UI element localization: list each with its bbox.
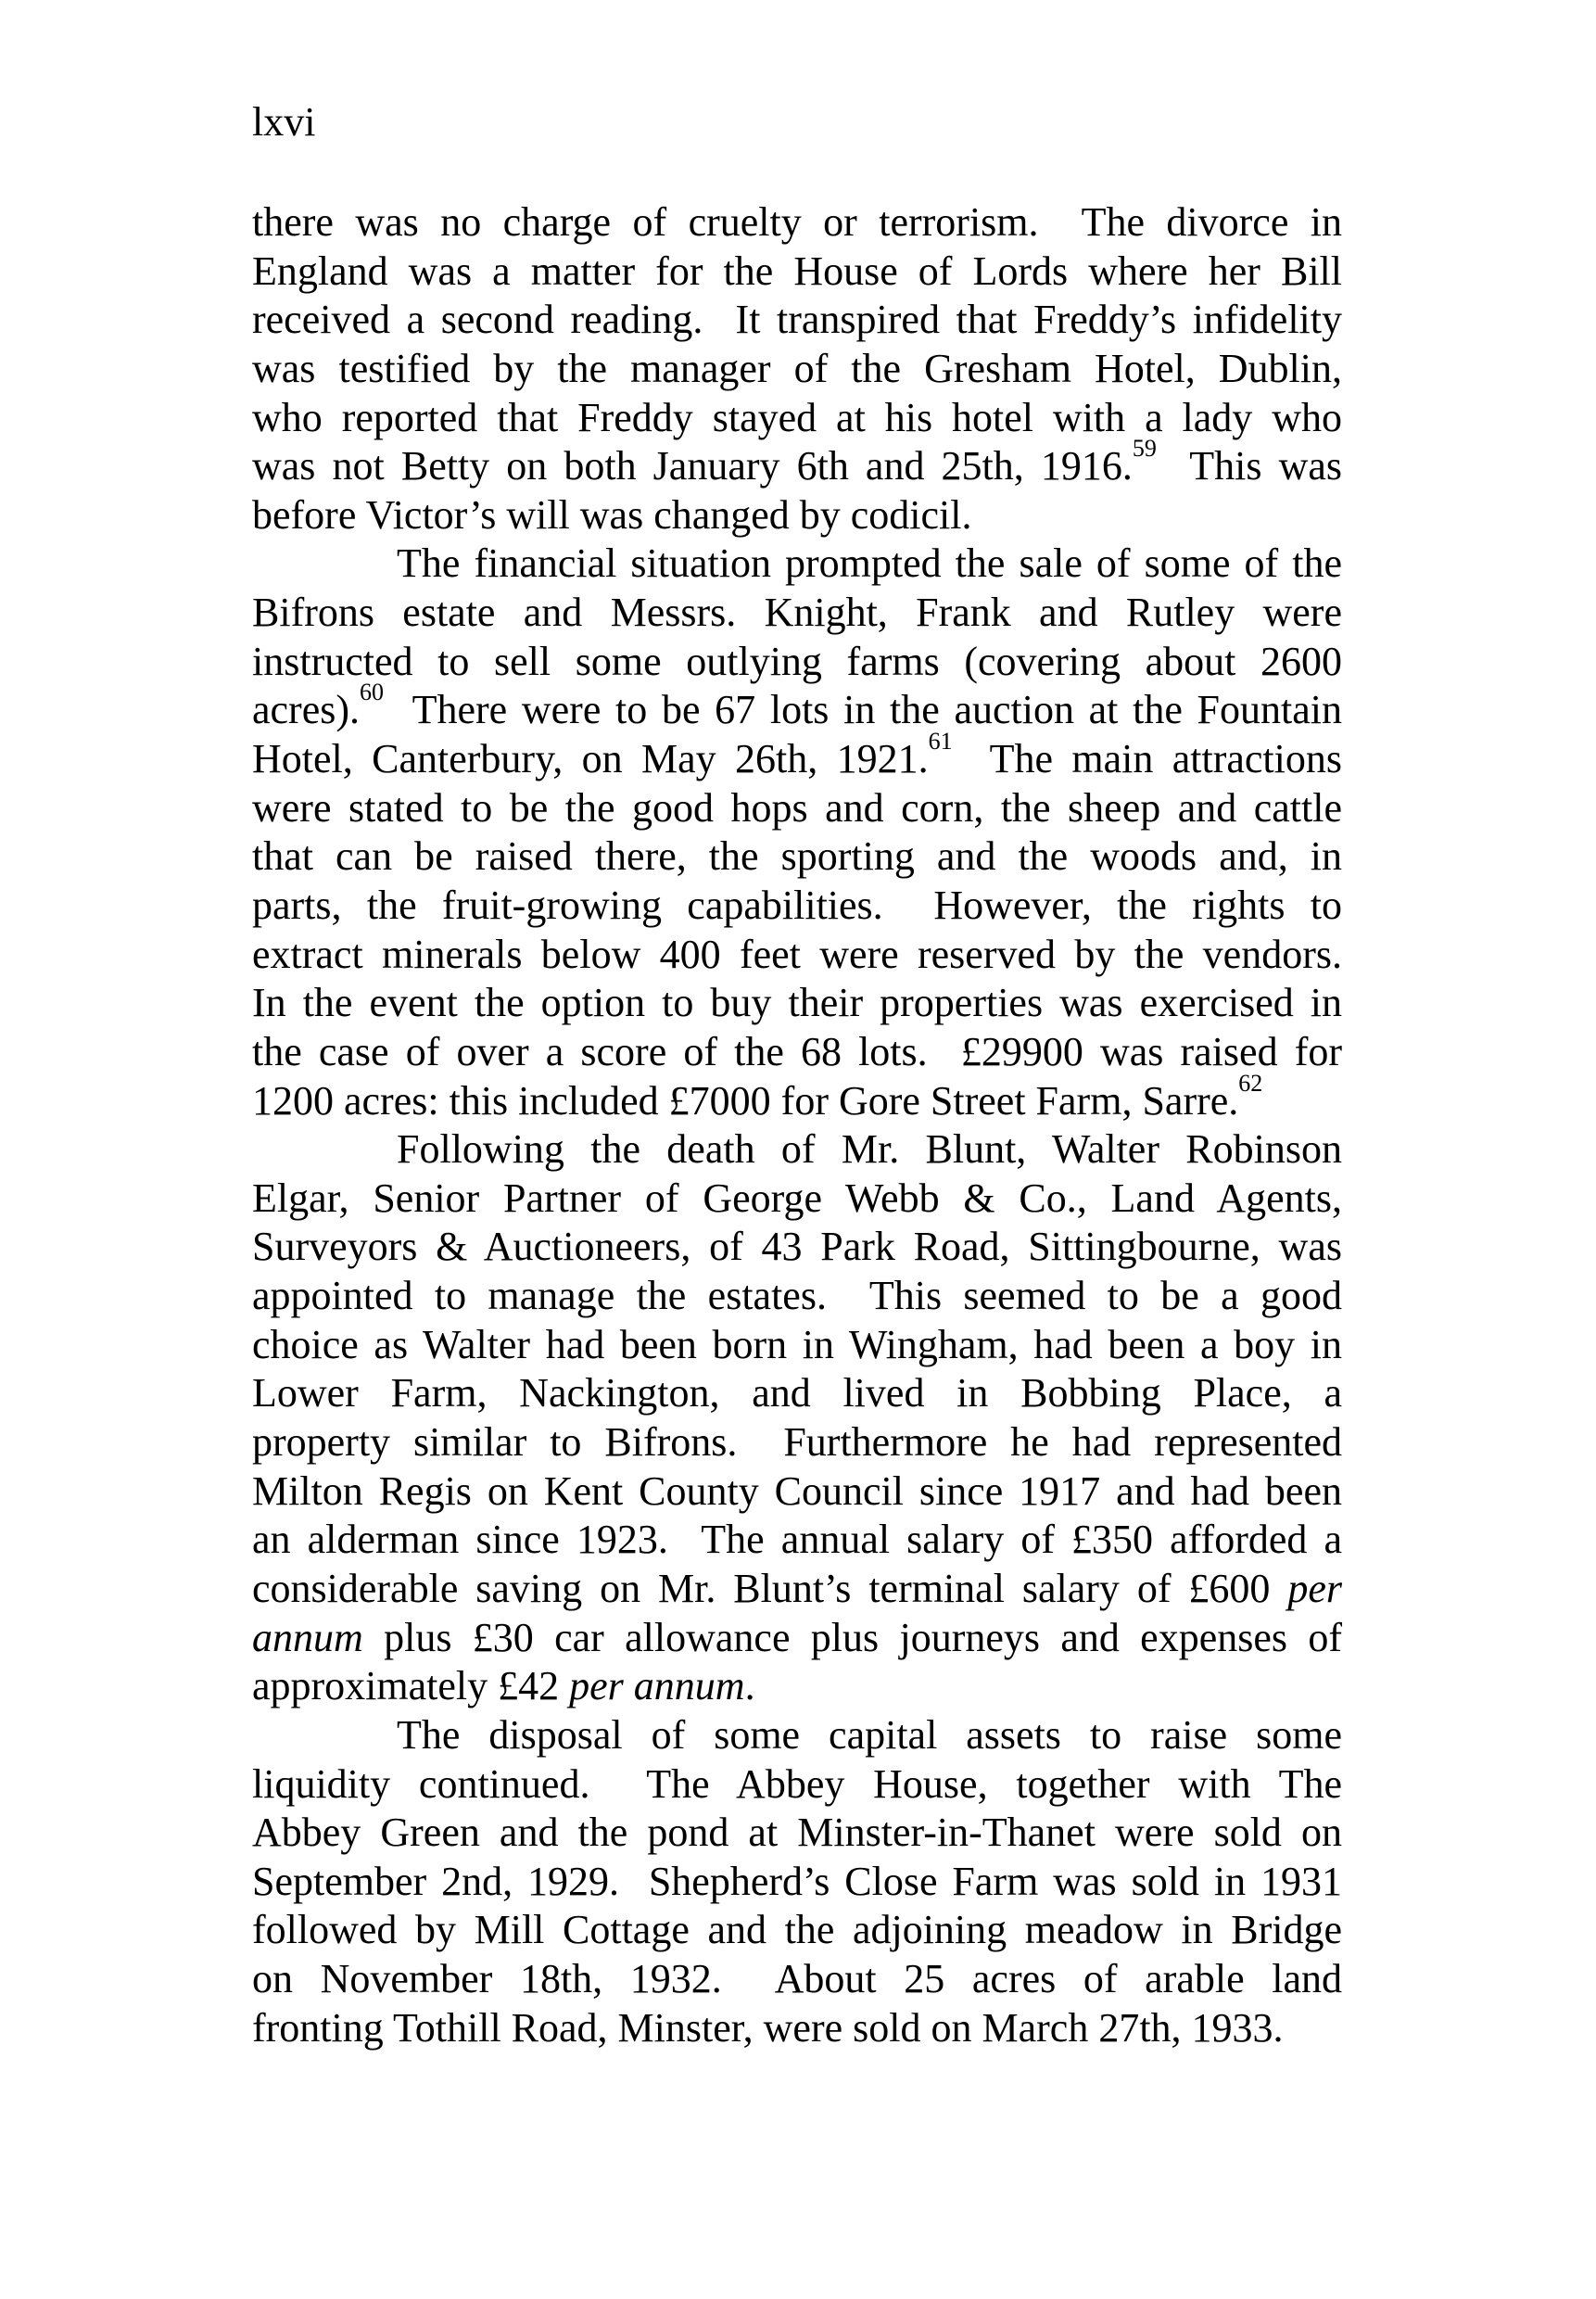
text-line: In the event the option to buy their properties was exercised in xyxy=(252,980,1342,1026)
text-line: September 2nd, 1929. Shepherd’s Close Farm was sold in 1931 xyxy=(252,1858,1342,1904)
italic-text: annum xyxy=(252,1614,363,1660)
text-line: followed by Mill Cottage and the adjoining meadow in Bridge xyxy=(252,1907,1342,1953)
footnote-reference: 60 xyxy=(360,679,385,706)
page-number: lxvi xyxy=(252,99,316,145)
text-line: annum plus £30 car allowance plus journeys and expenses of xyxy=(252,1614,1342,1660)
text-line: England was a matter for the House of Lords where her Bill xyxy=(252,248,1342,294)
text-line: 1200 acres: this included £7000 for Gore Street Farm, Sarre.$^{62}$ xyxy=(252,1069,1263,1124)
text-line: Milton Regis on Kent County Council since 1917 and had been xyxy=(252,1467,1342,1514)
text-line: The financial situation prompted the sale of some of the xyxy=(397,540,1342,587)
text-line: The disposal of some capital assets to raise some xyxy=(397,1711,1342,1758)
text-line: appointed to manage the estates. This seemed to be a good xyxy=(252,1273,1342,1319)
paragraph xyxy=(252,1711,1342,2052)
text-line: Bifrons estate and Messrs. Knight, Frank and Rutley were xyxy=(252,590,1342,636)
italic-text: per annum xyxy=(569,1663,745,1709)
text-line: choice as Walter had been born in Wingham, had been a boy in xyxy=(252,1321,1342,1367)
text-line: that can be raised there, the sporting and the woods and, in xyxy=(252,833,1342,880)
paragraph xyxy=(252,198,1342,540)
paragraph xyxy=(252,1125,1342,1711)
text-line: Following the death of Mr. Blunt, Walter Robinson xyxy=(397,1126,1342,1173)
footnote-reference: 61 xyxy=(928,728,953,756)
text-line: property similar to Bifrons. Furthermore he had represented xyxy=(252,1419,1342,1466)
text-line: considerable saving on Mr. Blunt’s terminal salary of £600 per xyxy=(252,1565,1342,1611)
text-line: the case of over a score of the 68 lots. £29900 was raised for xyxy=(252,1028,1342,1074)
text-line: were stated to be the good hops and corn, the sheep and cattle xyxy=(252,784,1342,831)
text-line: was testified by the manager of the Gresham Hotel, Dublin, xyxy=(252,345,1342,391)
text-line: fronting Tothill Road, Minster, were sold on March 27th, 1933. xyxy=(252,2004,1284,2051)
text-line: parts, the fruit-growing capabilities. However, the rights to xyxy=(252,882,1342,928)
text-line: who reported that Freddy stayed at his hotel with a lady who xyxy=(252,394,1342,440)
text-line: on November 18th, 1932. About 25 acres of arable land xyxy=(252,1956,1342,2002)
text-line: extract minerals below 400 feet were reserved by the vendors. xyxy=(252,931,1342,977)
text-line: was not Betty on both January 6th and 25th, 1916.59 This was xyxy=(252,435,1342,489)
text-line: instructed to sell some outlying farms (covering about 2600 xyxy=(252,638,1342,684)
footnote-reference: 62 xyxy=(1238,1069,1263,1097)
italic-text: per xyxy=(1287,1565,1342,1611)
text-line: Lower Farm, Nackington, and lived in Bobbing Place, a xyxy=(252,1370,1342,1416)
text-line: liquidity continued. The Abbey House, together with The xyxy=(252,1760,1342,1807)
text-line: Hotel, Canterbury, on May 26th, 1921.61 The main attractions xyxy=(252,728,1342,782)
body-text xyxy=(252,198,1342,2052)
paragraph xyxy=(252,540,1342,1125)
text-line: acres).$^{60}$ There were to be 67 lots in the auction at the Fountain xyxy=(252,679,1342,733)
text-line: Surveyors & Auctioneers, of 43 Park Road, Sittingbourne, was xyxy=(252,1224,1342,1270)
text-line: approximately £42 per annum. xyxy=(252,1663,755,1709)
text-line: before Victor’s will was changed by codicil. xyxy=(252,491,972,538)
text-line: there was no charge of cruelty or terrorism. The divorce in xyxy=(252,199,1342,245)
text-line: received a second reading. It transpired that Freddy’s infidelity xyxy=(252,297,1342,343)
text-line: Abbey Green and the pond at Minster-in-Thanet were sold on xyxy=(252,1810,1342,1856)
footnote-reference: 59 xyxy=(1132,435,1157,463)
text-line: an alderman since 1923. The annual salary of £350 afforded a xyxy=(252,1517,1342,1563)
text-line: Elgar, Senior Partner of George Webb & Co., Land Agents, xyxy=(252,1175,1342,1221)
